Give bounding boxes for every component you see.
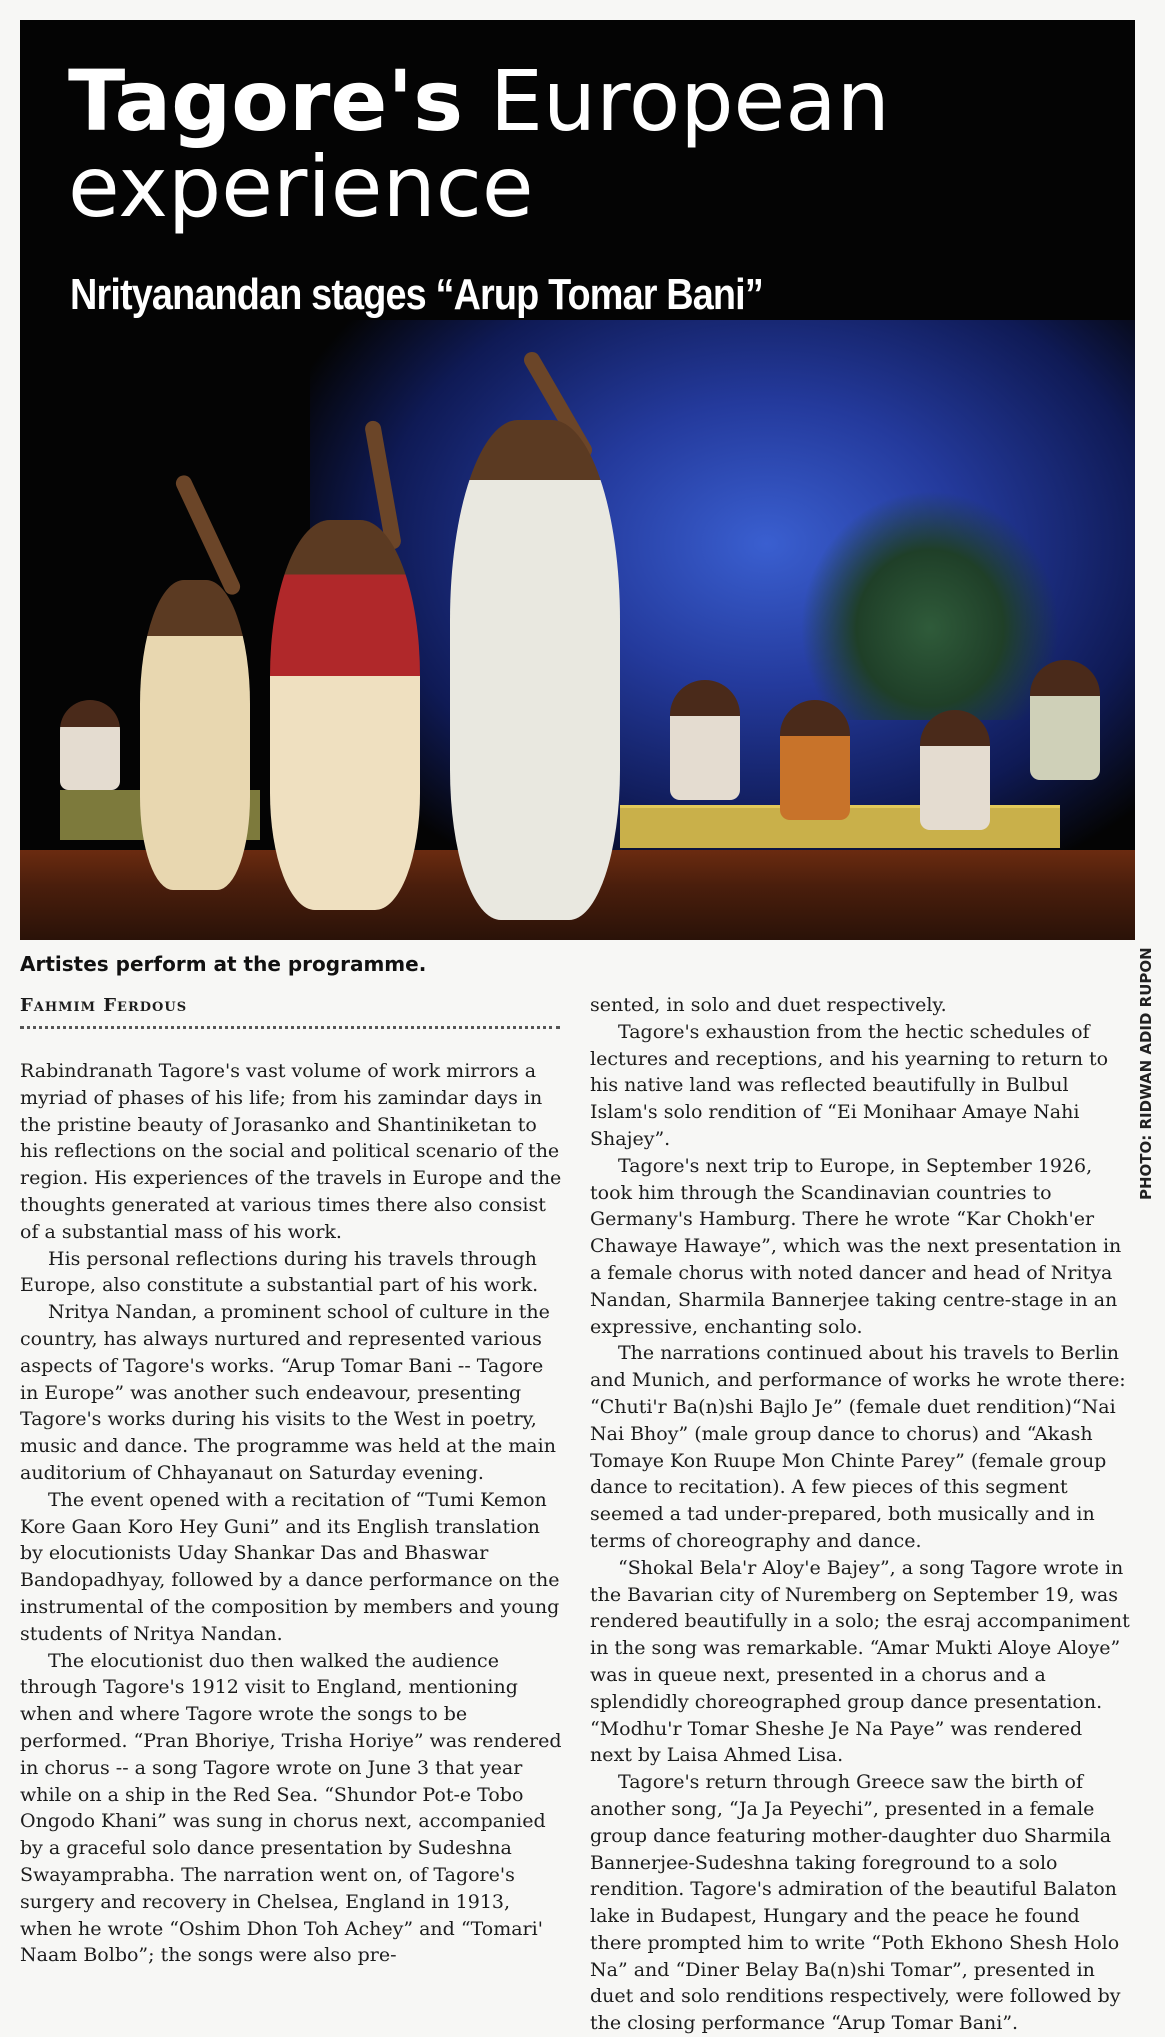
byline: Fahmim Ferdous <box>20 995 188 1016</box>
paragraph: Tagore's return through Greece saw the birth of another song, “Ja Ja Peyechi”, presented in a female group dance featuring mother-daughter duo Sharmila Bannerjee-Sudeshna taking foreground to a solo rendition. Tagore's admiration of the beautiful Balaton lake in Budapest, Hungary and the peace he found there prompted him to write “Poth Ekhono Shesh Holo Na” and “Diner Belay Ba(n)shi Tomar”, presented in duet and solo renditions respectively, were followed by the closing performance “Arup Tomar Bani”. <box>590 1771 1121 2035</box>
musician <box>670 680 740 800</box>
musician <box>920 710 990 830</box>
article-column-left <box>20 1058 565 1969</box>
stage-photo <box>20 20 1135 940</box>
headline <box>68 52 1068 236</box>
paragraph: Tagore's exhaustion from the hectic schedules of lectures and receptions, and his yearning to return to his native land was reflected beautifully in Bulbul Islam's solo rendition of “Ei Monihaar Amaye Nahi Shajey”. <box>590 1020 1109 1150</box>
dancer <box>450 420 620 920</box>
musician <box>780 700 850 820</box>
musician <box>1030 660 1100 780</box>
photo-caption: Artistes perform at the programme. <box>20 952 427 976</box>
paragraph: “Shokal Bela'r Aloy'e Bajey”, a song Tagore wrote in the Bavarian city of Nuremberg on September 19, was rendered beautifully in a solo; the esraj accompaniment in the song was remarkable. “Amar Mukti Aloye Aloye” was in queue next, presented in a chorus and a splendidly choreographed group dance presentation. “Modhu'r Tomar Sheshe Je Na Paye” was rendered next by Laisa Ahmed Lisa. <box>590 1556 1130 1767</box>
musician <box>60 700 120 790</box>
paragraph: sented, in solo and duet respectively. <box>590 994 947 1016</box>
subheadline: Nrityanandan stages “Arup Tomar Bani” <box>70 270 763 319</box>
dancer-arm <box>173 473 242 598</box>
paragraph: The elocutionist duo then walked the audience through Tagore's 1912 visit to England, mentioning when and where Tagore wrote the songs to be performed. “Pran Bhoriye, Trisha Horiye” was rendered in chorus -- a song Tagore wrote on June 3 that year while on a ship in the Red Sea. “Shundor Pot-e Tobo Ongodo Khani” was sung in chorus next, accompanied by a graceful solo dance presentation by Sudeshna Swayamprabha. The narration went on, of Tagore's surgery and recovery in Chelsea, England in 1913, when he wrote “Oshim Dhon Toh Achey” and “Tomari' Naam Bolbo”; the songs were also pre- <box>20 1649 562 1967</box>
headline-bold: Tagore's <box>68 52 464 150</box>
palm-decoration <box>800 490 1060 720</box>
headline-rest: European experience <box>68 52 890 236</box>
paragraph: Tagore's next trip to Europe, in September 1926, took him through the Scandinavian countries to Germany's Hamburg. There he wrote “Kar Chokh'er Chawaye Hawaye”, which was the next presentation in a female chorus with noted dancer and head of Nritya Nandan, Sharmila Bannerjee taking centre-stage in an expressive, enchanting solo. <box>590 1154 1122 1338</box>
paragraph: His personal reflections during his travels through Europe, also constitute a substantial part of his work. <box>20 1247 539 1297</box>
paragraph: The event opened with a recitation of “Tumi Kemon Kore Gaan Koro Hey Guni” and its English translation by elocutionists Uday Shankar Das and Bhaswar Bandopadhyay, followed by a dance performance on the instrumental of the composition by members and young students of Nritya Nandan. <box>20 1488 560 1645</box>
photo-credit: PHOTO: RIDWAN ADID RUPON <box>1137 947 1155 1200</box>
dancer <box>140 580 250 890</box>
article-column-right <box>590 992 1130 2037</box>
byline-divider <box>20 1026 560 1029</box>
dancer <box>270 520 420 910</box>
paragraph: Nritya Nandan, a prominent school of culture in the country, has always nurtured and represented various aspects of Tagore's works. “Arup Tomar Bani -- Tagore in Europe” was another such endeavour, presenting Tagore's works during his visits to the West in poetry, music and dance. The programme was held at the main auditorium of Chhayanaut on Saturday evening. <box>20 1301 556 1484</box>
paragraph: The narrations continued about his travels to Berlin and Munich, and performance of works he wrote there: “Chuti'r Ba(n)shi Bajlo Je” (female duet rendition)“Nai Nai Bhoy” (male group dance to chorus) and “Akash Tomaye Kon Ruupe Mon Chinte Parey” (female group dance to recitation). A few pieces of this segment seemed a tad under-prepared, both musically and in terms of choreography and dance. <box>590 1342 1126 1552</box>
paragraph: Rabindranath Tagore's vast volume of work mirrors a myriad of phases of his life; from his zamindar days in the pristine beauty of Jorasanko and Shantiniketan to his reflections on the social and political scenario of the region. His experiences of the travels in Europe and the thoughts generated at various times there also consist of a substantial mass of his work. <box>20 1060 562 1243</box>
